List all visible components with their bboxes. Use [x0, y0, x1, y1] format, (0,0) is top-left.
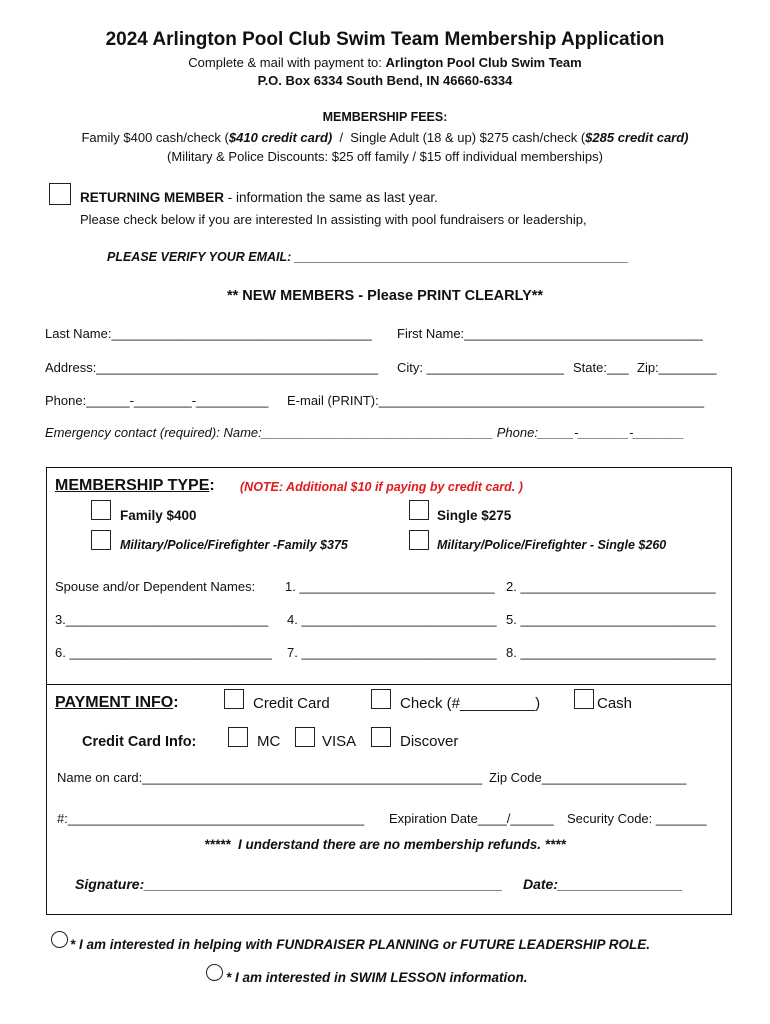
fees-heading: MEMBERSHIP FEES:	[322, 110, 448, 124]
dependent-1-field[interactable]: 1. ___________________________	[285, 579, 495, 594]
fee-family-credit: $410 credit card)	[228, 130, 333, 145]
discounts-note: (Military & Police Discounts: $25 off family / $15 off individual memberships)	[167, 149, 603, 164]
email-field[interactable]: E-mail (PRINT):_____________________________________________	[287, 393, 705, 408]
dependent-5-field[interactable]: 5. ___________________________	[506, 612, 716, 627]
family-checkbox[interactable]	[91, 500, 111, 520]
fee-single-credit: $285 credit card)	[585, 130, 689, 145]
membership-type-heading-row	[55, 477, 215, 495]
city-field[interactable]: City: ___________________	[397, 360, 564, 375]
last-name-field[interactable]: Last Name:____________________________________	[45, 326, 372, 341]
fundraiser-radio[interactable]	[51, 931, 68, 948]
card-number-field[interactable]: #:_________________________________________	[57, 811, 365, 826]
security-code-field[interactable]: Security Code: _______	[567, 811, 707, 826]
military-single-checkbox[interactable]	[409, 530, 429, 550]
check-checkbox[interactable]	[371, 689, 391, 709]
section-divider	[46, 684, 732, 685]
fee-single: / Single Adult (18 & up) $275 cash/check (	[332, 130, 586, 145]
credit-card-label: Credit Card	[253, 695, 330, 712]
payment-info-heading-row	[55, 694, 179, 712]
visa-checkbox[interactable]	[295, 727, 315, 747]
single-checkbox[interactable]	[409, 500, 429, 520]
payment-info-colon: :	[173, 694, 179, 711]
phone-field[interactable]: Phone:______-________-__________	[45, 393, 269, 408]
dependent-4-field[interactable]: 4. ___________________________	[287, 612, 497, 627]
card-zip-field[interactable]: Zip Code____________________	[489, 770, 687, 785]
dependent-3-field[interactable]: 3.____________________________	[55, 612, 269, 627]
first-name-field[interactable]: First Name:_________________________________	[397, 326, 703, 341]
credit-card-checkbox[interactable]	[224, 689, 244, 709]
emergency-contact-field[interactable]: Emergency contact (required): Name:________________________________ Phone:_____-_______-_______	[45, 425, 684, 440]
fee-family: Family $400 cash/check (	[81, 130, 229, 145]
dependent-7-field[interactable]: 7. ___________________________	[287, 645, 497, 660]
returning-member-row	[80, 190, 438, 205]
mailing-instructions	[0, 55, 770, 70]
family-label: Family $400	[120, 508, 197, 523]
returning-member-note: - information the same as last year.	[224, 190, 438, 205]
zip-field[interactable]: Zip:________	[637, 360, 717, 375]
mc-label: MC	[257, 733, 281, 750]
dependent-6-field[interactable]: 6. ____________________________	[55, 645, 272, 660]
expiration-date-field[interactable]: Expiration Date____/______	[389, 811, 554, 826]
cash-checkbox[interactable]	[574, 689, 594, 709]
mail-prefix: Complete & mail with payment to:	[188, 55, 386, 70]
dependent-2-field[interactable]: 2. ___________________________	[506, 579, 716, 594]
check-number-field[interactable]: Check (#_________)	[400, 695, 541, 712]
dependents-label: Spouse and/or Dependent Names:	[55, 579, 256, 594]
credit-card-note: (NOTE: Additional $10 if paying by credit card. )	[240, 480, 523, 494]
verify-email-field[interactable]: PLEASE VERIFY YOUR EMAIL: ________________________________________________	[107, 250, 629, 264]
mailing-address: P.O. Box 6334 South Bend, IN 46660-6334	[257, 73, 513, 88]
visa-label: VISA	[322, 733, 357, 750]
military-family-label: Military/Police/Firefighter -Family $375	[120, 538, 348, 552]
military-family-checkbox[interactable]	[91, 530, 111, 550]
cash-label: Cash	[597, 695, 633, 712]
name-on-card-field[interactable]: Name on card:_______________________________________________	[57, 770, 483, 785]
address-field[interactable]: Address:_______________________________________	[45, 360, 379, 375]
date-field[interactable]: Date:________________	[523, 876, 683, 892]
returning-member-checkbox[interactable]	[49, 183, 71, 205]
help-note: Please check below if you are interested In assisting with pool fundraisers or leadership,	[80, 212, 587, 227]
page-title: 2024 Arlington Pool Club Swim Team Membership Application	[105, 29, 665, 50]
mc-checkbox[interactable]	[228, 727, 248, 747]
credit-card-info-label: Credit Card Info:	[82, 734, 197, 750]
fundraiser-interest-label: * I am interested in helping with FUNDRAISER PLANNING or FUTURE LEADERSHIP ROLE.	[70, 937, 651, 952]
discover-label: Discover	[400, 733, 459, 750]
swim-lesson-interest-label: * I am interested in SWIM LESSON information.	[226, 970, 528, 985]
fees-line	[0, 130, 770, 145]
state-field[interactable]: State:___	[573, 360, 629, 375]
membership-type-heading: MEMBERSHIP TYPE	[55, 477, 210, 494]
payment-info-heading: PAYMENT INFO	[55, 694, 174, 711]
swim-lesson-radio[interactable]	[206, 964, 223, 981]
returning-member-label: RETURNING MEMBER	[80, 190, 224, 205]
discover-checkbox[interactable]	[371, 727, 391, 747]
signature-field[interactable]: Signature:______________________________________________	[75, 876, 503, 892]
dependent-8-field[interactable]: 8. ___________________________	[506, 645, 716, 660]
membership-type-colon: :	[209, 477, 215, 494]
mail-org: Arlington Pool Club Swim Team	[385, 55, 582, 70]
new-members-heading: ** NEW MEMBERS - Please PRINT CLEARLY**	[226, 288, 544, 304]
military-single-label: Military/Police/Firefighter - Single $260	[437, 538, 667, 552]
refund-notice: ***** I understand there are no membership refunds. ****	[204, 837, 566, 852]
single-label: Single $275	[437, 508, 512, 523]
